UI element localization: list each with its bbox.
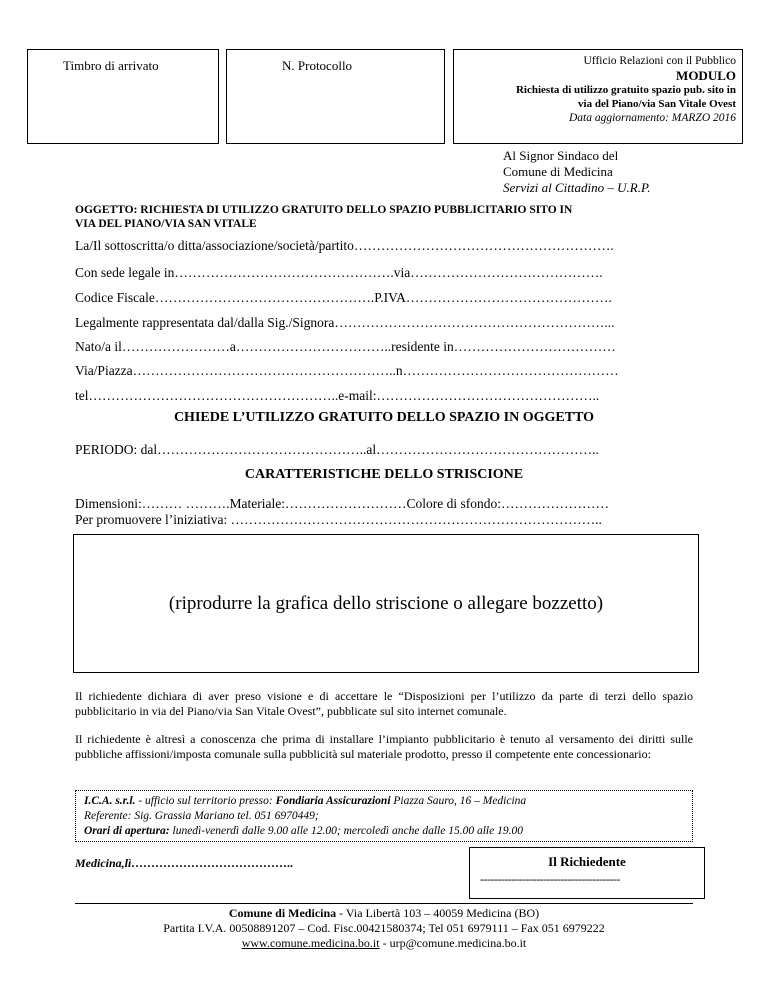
protocol-box <box>226 49 445 144</box>
footer <box>0 906 768 951</box>
signature-box[interactable] <box>469 847 705 899</box>
form-info <box>516 54 736 126</box>
legal-seat-field[interactable]: Con sede legale in………………………………………….via……………………………………. <box>75 265 603 280</box>
banner-graphic-text: (riprodurre la grafica dello striscione o allegare bozzetto) <box>168 593 604 614</box>
promote-field[interactable]: Per promuovere l’iniziativa: ……………………………………………………………………….. <box>75 512 602 527</box>
footer-email: - urp@comune.medicina.bo.it <box>379 936 527 950</box>
footer-name: Comune di Medicina <box>228 906 337 920</box>
footer-line-3 <box>0 936 768 951</box>
legal-representative-field[interactable]: Legalmente rappresentata dal/dalla Sig./Signora……………………………………………………... <box>75 315 615 330</box>
banner-heading: CARATTERISTICHE DELLO STRISCIONE <box>244 467 524 482</box>
footer-address: - Via Libertà 103 – 40059 Medicina (BO) <box>336 906 540 920</box>
recipient-line-3: Servizi al Cittadino – U.R.P. <box>503 180 651 195</box>
form-title: MODULO <box>676 68 736 83</box>
recipient-block <box>503 148 650 196</box>
stamp-label: Timbro di arrivato <box>63 58 159 73</box>
footer-divider <box>75 903 693 904</box>
period-field[interactable]: PERIODO: dal………………………………………..al………………………………………….. <box>75 442 599 457</box>
footer-line-1 <box>0 906 768 921</box>
street-field[interactable]: Via/Piazza…………………………………………………..n………………………………………… <box>75 363 619 378</box>
recipient-line-1: Al Signor Sindaco del <box>503 148 619 163</box>
contact-field[interactable]: tel………………………………………………..e-mail:………………………………………….. <box>75 388 600 403</box>
ica-name: I.C.A. s.r.l. <box>84 795 136 807</box>
ica-address: Piazza Sauro, 16 – Medicina <box>390 795 527 807</box>
tax-code-field[interactable]: Codice Fiscale………………………………………….P.IVA………………………………………. <box>75 290 612 305</box>
subject-line-1: OGGETTO: RICHIESTA DI UTILIZZO GRATUITO DELLO SPAZIO PUBBLICITARIO SITO IN <box>75 204 573 216</box>
ica-hours-label: Orari di apertura: <box>84 825 170 837</box>
recipient-line-2: Comune di Medicina <box>503 164 613 179</box>
declaration-1: Il richiedente dichiara di aver preso visione e di accettare le “Disposizioni per l’utilizzo da parte di terzi dello spazio pubblicitario in via del Piano/via San Vitale Ovest”, pubblicate sul sito internet comunale. <box>75 689 693 718</box>
footer-line-2: Partita I.V.A. 00508891207 – Cod. Fisc.00421580374; Tel 051 6979111 – Fax 051 6979222 <box>163 921 605 935</box>
ica-agency: Fondiaria Assicurazioni <box>275 795 391 807</box>
applicant-field[interactable]: La/Il sottoscritta/o ditta/associazione/società/partito…………………………………………………. <box>75 238 614 253</box>
ica-hours: lunedì-venerdì dalle 9.00 alle 12.00; mercoledì anche dalle 15.00 alle 19.00 <box>169 825 523 837</box>
place-date-field[interactable]: Medicina,lì………………………………….. <box>75 856 294 870</box>
subject-line-2: VIA DEL PIANO/VIA SAN VITALE <box>75 218 257 230</box>
ica-box <box>75 790 693 842</box>
update-date: Data aggiornamento: MARZO 2016 <box>568 112 736 124</box>
stamp-box <box>27 49 219 144</box>
signature-label: Il Richiedente <box>548 854 626 869</box>
form-subject-2: via del Piano/via San Vitale Ovest <box>578 98 736 110</box>
declaration-2: Il richiedente è altresì a conoscenza che prima di installare l’impianto pubblicitario è tenuto al versamento dei diritti sulle pubbliche affissioni/imposta comunale sulla pubblicità sul materiale prodotto, presso il competente ente concessionario: <box>75 732 693 761</box>
subject-block <box>75 203 572 231</box>
dimensions-field[interactable]: Dimensioni:……… ……….Materiale:………………………Colore di sfondo:…………………… <box>75 496 609 511</box>
website-link[interactable]: www.comune.medicina.bo.it <box>241 936 380 950</box>
request-heading: CHIEDE L’UTILIZZO GRATUITO DELLO SPAZIO IN OGGETTO <box>173 410 595 425</box>
ica-referent: Referente: Sig. Grassia Mariano tel. 051 6970449; <box>84 810 319 822</box>
office-name: Ufficio Relazioni con il Pubblico <box>583 55 736 67</box>
ica-office-text: - ufficio sul territorio presso: <box>135 795 276 807</box>
ica-hours-line <box>84 824 692 839</box>
birth-residence-field[interactable]: Nato/a il……………………a……………………………..residente in……………………………… <box>75 339 616 354</box>
protocol-label: N. Protocollo <box>282 58 353 73</box>
signature-line: ---------------------------------------- <box>480 872 620 886</box>
form-subject-1: Richiesta di utilizzo gratuito spazio pub. sito in <box>515 84 736 96</box>
banner-graphic-box[interactable] <box>73 534 699 673</box>
ica-line-1 <box>84 794 692 809</box>
form-info-box <box>453 49 743 144</box>
